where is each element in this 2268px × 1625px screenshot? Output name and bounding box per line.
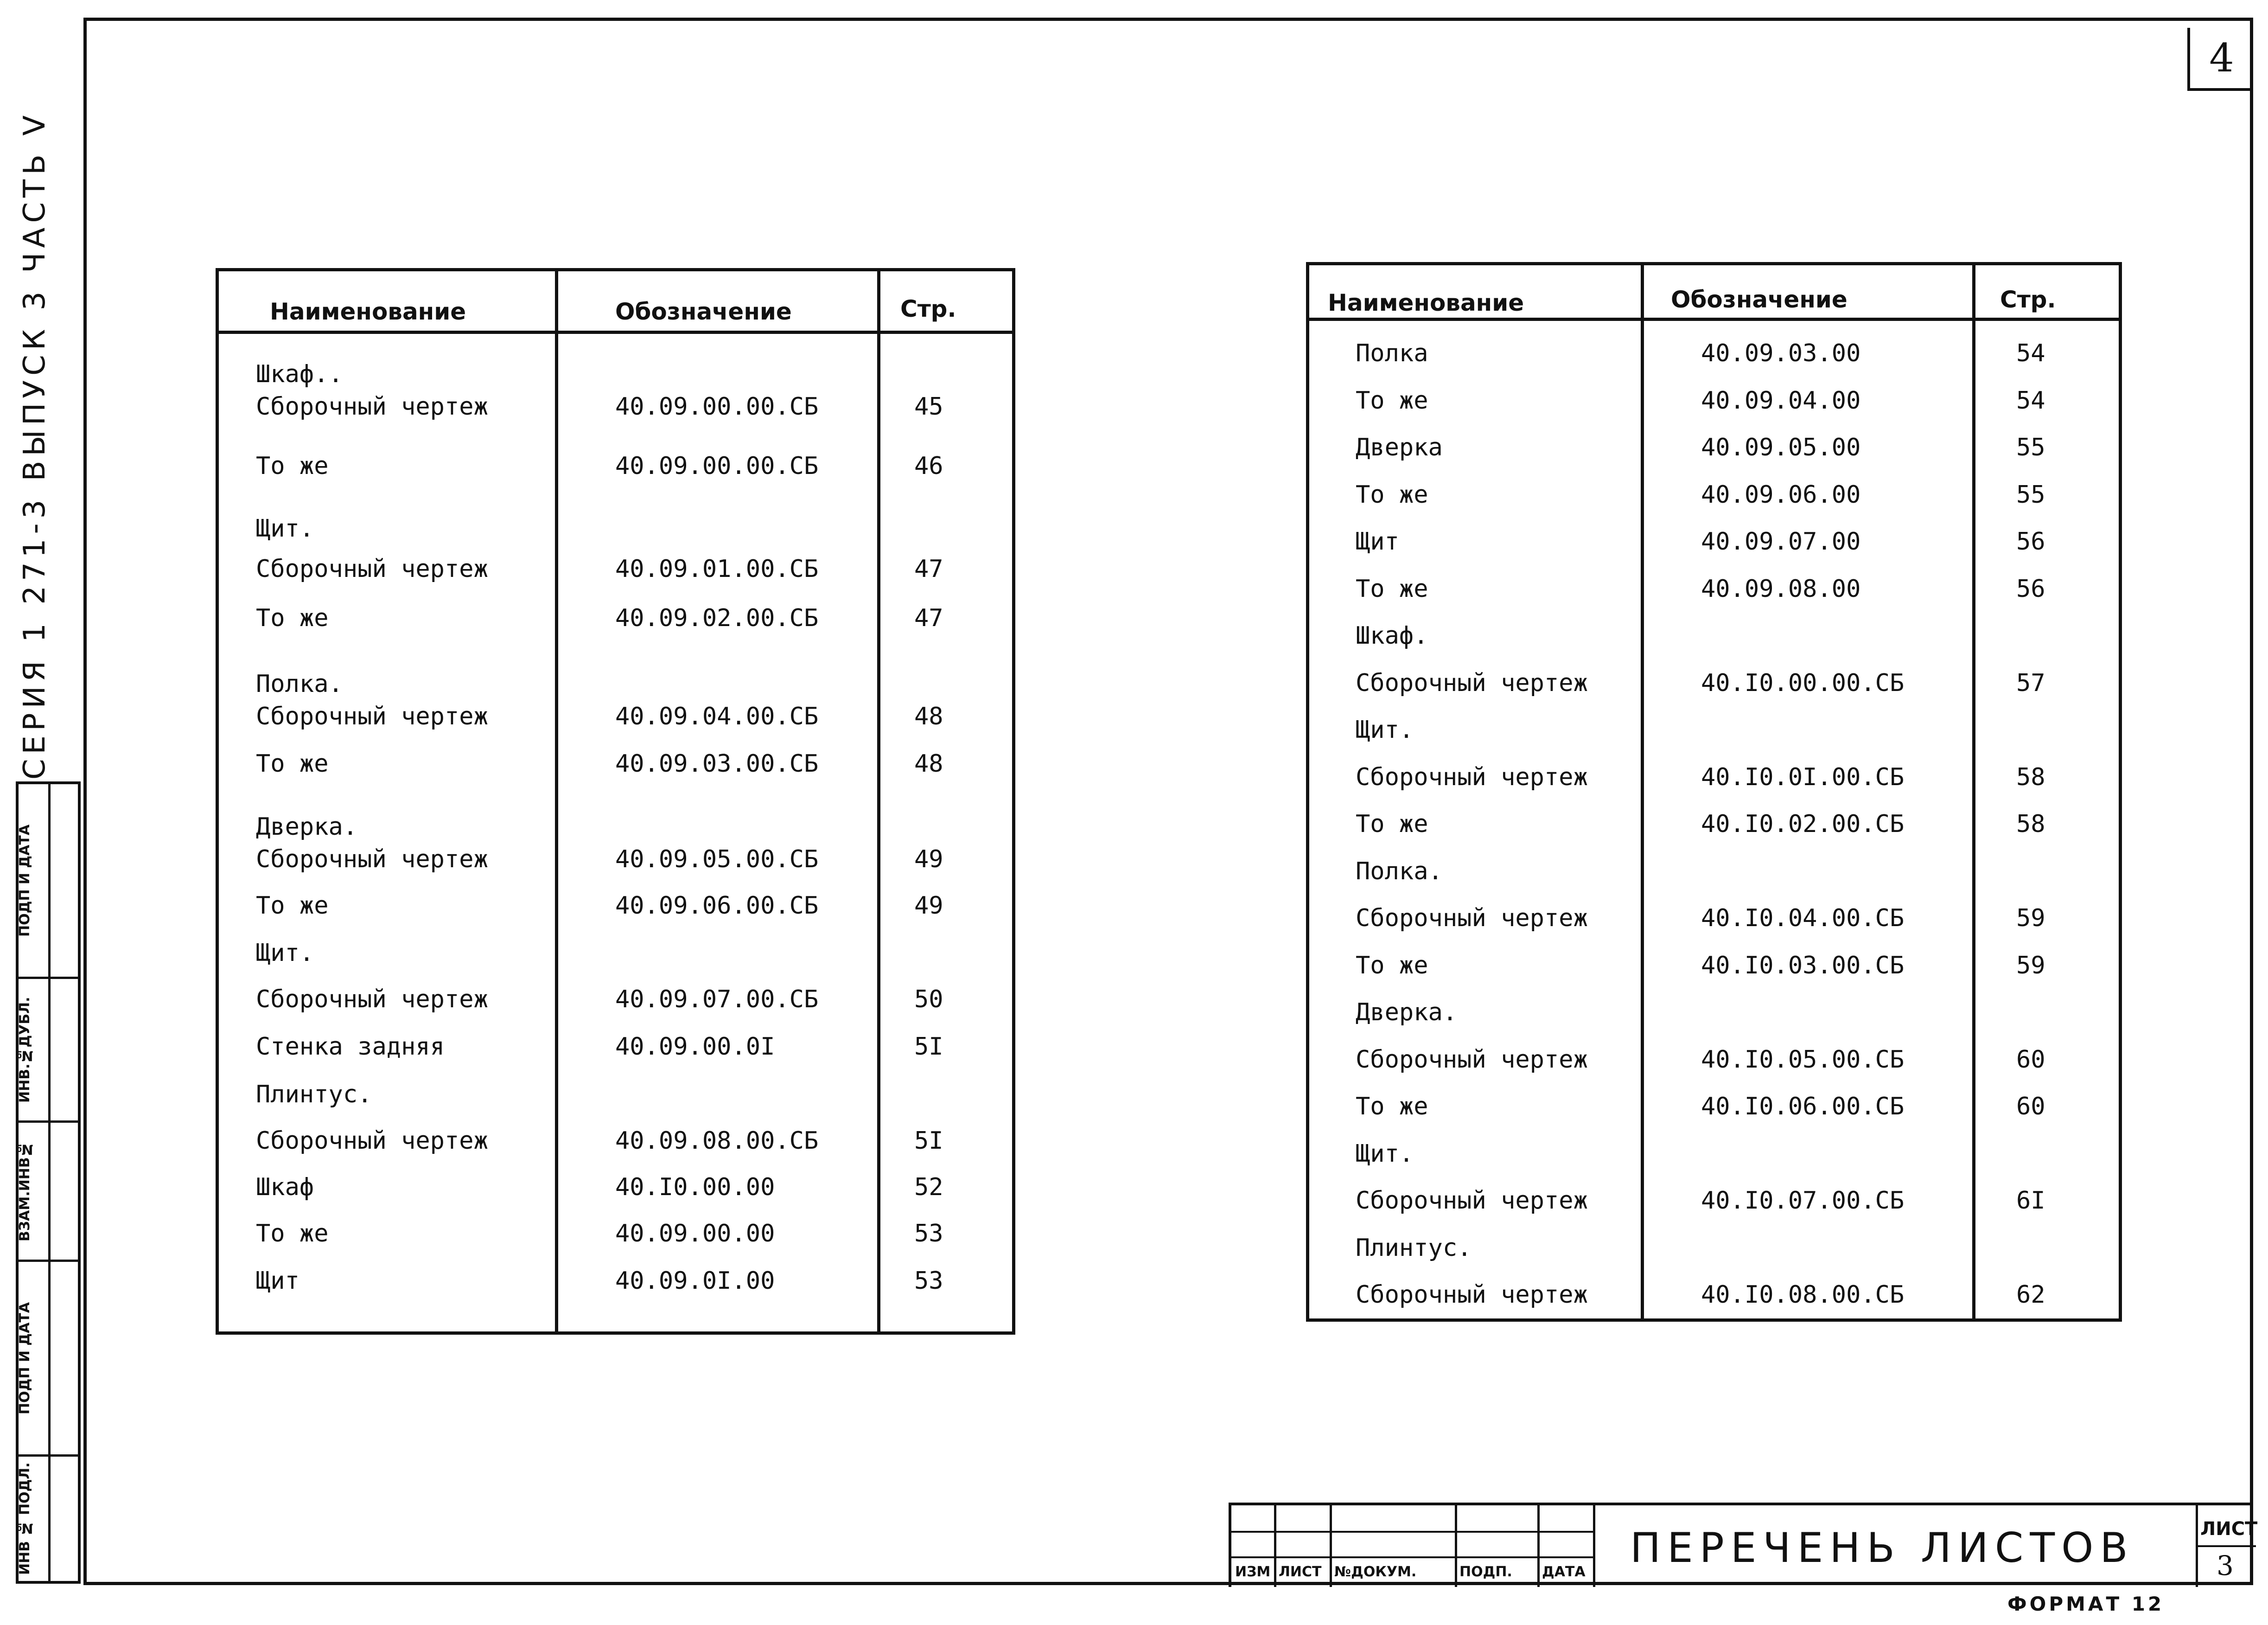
- row-page: 48: [914, 750, 943, 778]
- row-name: Сборочный чертеж: [256, 555, 488, 583]
- table-row: [219, 845, 1012, 892]
- row-name: Сборочный чертеж: [256, 1127, 488, 1155]
- table-row: [1309, 1187, 2119, 1233]
- row-code: 40.09.04.00.СБ: [615, 703, 819, 730]
- table-row: [1309, 716, 2119, 762]
- table-row: [1309, 857, 2119, 904]
- row-name: Щит: [1356, 528, 1399, 556]
- table-row: [1309, 339, 2119, 386]
- row-name: Сборочный чертеж: [256, 985, 488, 1013]
- table-row: [219, 555, 1012, 601]
- row-name: То же: [1356, 386, 1428, 415]
- stamp-label: ИНВ № ПОДЛ.: [17, 1462, 33, 1575]
- row-name: Сборочный чертеж: [1356, 763, 1588, 791]
- table-row: [1309, 481, 2119, 527]
- title-block-divider: [1274, 1505, 1276, 1587]
- stamp-label: ИНВ.№ДУБЛ.: [17, 997, 33, 1103]
- row-name: Полка.: [1356, 857, 1443, 885]
- table-row: [1309, 1093, 2119, 1139]
- row-code: 40.09.00.0I: [615, 1033, 775, 1061]
- row-code: 40.I0.00.00.СБ: [1701, 669, 1905, 697]
- row-name: Сборочный чертеж: [1356, 1045, 1588, 1074]
- table-row: [219, 750, 1012, 796]
- table-row: [219, 1220, 1012, 1266]
- row-code: 40.I0.07.00.СБ: [1701, 1187, 1905, 1215]
- title-block-line: [2196, 1545, 2256, 1547]
- title-block-divider: [1455, 1505, 1457, 1587]
- row-name: То же: [256, 452, 329, 480]
- format-label: ФОРМАТ 12: [2007, 1593, 2165, 1615]
- row-name: То же: [256, 750, 329, 778]
- table-row: [219, 703, 1012, 749]
- row-name: Щит.: [1356, 716, 1414, 744]
- table-row: [219, 1127, 1012, 1173]
- row-page: 6I: [2016, 1187, 2045, 1215]
- stamp-cell: [19, 1262, 78, 1457]
- row-name: Дверка: [1356, 434, 1443, 461]
- table-row: [1309, 810, 2119, 857]
- row-page: 56: [2016, 575, 2045, 603]
- row-code: 40.09.05.00: [1701, 434, 1861, 461]
- row-page: 57: [2016, 669, 2045, 697]
- row-code: 40.09.04.00: [1701, 386, 1861, 415]
- row-code: 40.I0.08.00.СБ: [1701, 1281, 1905, 1309]
- row-code: 40.09.00.00.СБ: [615, 393, 819, 421]
- row-name: Сборочный чертеж: [1356, 904, 1588, 932]
- row-page: 45: [914, 393, 943, 421]
- row-page: 47: [914, 604, 943, 632]
- row-page: 59: [2016, 951, 2045, 979]
- row-page: 55: [2016, 434, 2045, 461]
- title-block-divider: [1537, 1505, 1540, 1587]
- table-header: [219, 271, 1012, 334]
- table-row: [1309, 998, 2119, 1045]
- table-row: [1309, 528, 2119, 574]
- row-code: 40.09.00.00: [615, 1220, 775, 1248]
- table-row: [1309, 1140, 2119, 1186]
- table-row: [219, 1267, 1012, 1313]
- stamp-cell: [19, 979, 78, 1123]
- row-page: 54: [2016, 386, 2045, 415]
- row-code: 40.09.06.00.СБ: [615, 892, 819, 920]
- right-sheet-list-table: [1306, 262, 2122, 1322]
- row-name: Сборочный чертеж: [256, 845, 488, 873]
- table-row: [219, 939, 1012, 985]
- row-code: 40.I0.02.00.СБ: [1701, 810, 1905, 838]
- table-row: [219, 1033, 1012, 1079]
- row-code: 40.09.07.00: [1701, 528, 1861, 556]
- row-code: 40.09.00.00.СБ: [615, 452, 819, 480]
- stamp-label: ВЗАМ.ИНВ№: [17, 1141, 33, 1241]
- row-code: 40.09.0I.00: [615, 1267, 775, 1295]
- row-name: Дверка.: [1356, 998, 1458, 1026]
- stamp-cell: [19, 1457, 78, 1581]
- row-name: Сборочный чертеж: [1356, 669, 1588, 697]
- header-page: Стр.: [900, 295, 956, 322]
- row-code: 40.09.08.00.СБ: [615, 1127, 819, 1155]
- table-row: [1309, 1234, 2119, 1280]
- row-name: Шкаф..: [256, 360, 343, 388]
- row-page: 52: [914, 1173, 943, 1201]
- row-page: 47: [914, 555, 943, 583]
- row-name: Дверка.: [256, 813, 358, 841]
- document-title: ПЕРЕЧЕНЬ ЛИСТОВ: [1630, 1524, 2134, 1572]
- row-page: 53: [914, 1267, 943, 1295]
- row-name: Плинтус.: [256, 1081, 372, 1108]
- table-row: [219, 452, 1012, 499]
- col-label-sheet: ЛИСТ: [1279, 1564, 1322, 1580]
- table-row: [1309, 1046, 2119, 1092]
- col-label-document: №ДОКУМ.: [1334, 1564, 1417, 1580]
- row-name: То же: [1356, 951, 1428, 979]
- row-page: 59: [2016, 904, 2045, 932]
- row-page: 53: [914, 1220, 943, 1248]
- row-page: 49: [914, 892, 943, 920]
- row-code: 40.09.08.00: [1701, 575, 1861, 603]
- row-code: 40.09.06.00: [1701, 480, 1861, 509]
- sheet-number: 3: [2217, 1550, 2234, 1581]
- table-row: [1309, 669, 2119, 716]
- row-page: 60: [2016, 1093, 2045, 1120]
- row-name: Щит.: [256, 939, 314, 967]
- stamp-cell: [19, 1123, 78, 1262]
- table-row: [219, 892, 1012, 938]
- row-page: 54: [2016, 339, 2045, 367]
- table-row: [1309, 387, 2119, 433]
- row-name: То же: [1356, 480, 1428, 509]
- table-row: [1309, 763, 2119, 810]
- row-page: 60: [2016, 1045, 2045, 1074]
- row-page: 55: [2016, 480, 2045, 509]
- header-page: Стр.: [2000, 286, 2056, 313]
- row-page: 48: [914, 703, 943, 730]
- row-page: 46: [914, 452, 943, 480]
- row-code: 40.I0.04.00.СБ: [1701, 904, 1905, 932]
- header-name: Наименование: [270, 298, 466, 325]
- row-code: 40.09.02.00.СБ: [615, 604, 819, 632]
- row-code: 40.09.07.00.СБ: [615, 985, 819, 1013]
- row-name: Полка.: [256, 670, 343, 698]
- title-block: [1229, 1503, 2258, 1587]
- row-code: 40.I0.06.00.СБ: [1701, 1093, 1905, 1120]
- row-code: 40.09.05.00.СБ: [615, 845, 819, 873]
- sheet-label: ЛИСТ: [2200, 1518, 2258, 1540]
- row-code: 40.09.03.00.СБ: [615, 750, 819, 778]
- row-page: 50: [914, 985, 943, 1013]
- row-page: 49: [914, 845, 943, 873]
- row-page: 5I: [914, 1127, 943, 1155]
- table-row: [219, 985, 1012, 1032]
- table-row: [1309, 1281, 2119, 1327]
- table-row: [1309, 952, 2119, 998]
- left-stamp: [16, 781, 81, 1584]
- row-name: Щит.: [256, 515, 314, 543]
- table-row: [219, 1173, 1012, 1220]
- table-row: [1309, 434, 2119, 480]
- row-name: Сборочный чертеж: [1356, 1281, 1588, 1309]
- series-caption: СЕРИЯ 1 271-3 ВЫПУСК 3 ЧАСТЬ V: [18, 110, 52, 780]
- row-name: Щит: [256, 1267, 299, 1295]
- header-name: Наименование: [1328, 289, 1524, 316]
- row-page: 56: [2016, 528, 2045, 556]
- table-row: [1309, 904, 2119, 951]
- row-name: Плинтус.: [1356, 1234, 1472, 1262]
- row-name: Полка: [1356, 339, 1428, 367]
- stamp-label: ПОДП И ДАТА: [17, 824, 33, 937]
- row-name: Шкаф.: [1356, 622, 1428, 650]
- stamp-cell: [19, 784, 78, 979]
- row-name: То же: [1356, 1093, 1428, 1120]
- row-name: Сборочный чертеж: [1356, 1187, 1588, 1215]
- row-page: 62: [2016, 1281, 2045, 1309]
- row-name: То же: [256, 1220, 329, 1248]
- row-name: То же: [1356, 575, 1428, 603]
- header-code: Обозначение: [1671, 286, 1848, 313]
- row-name: Щит.: [1356, 1139, 1414, 1168]
- table-row: [1309, 575, 2119, 621]
- row-code: 40.I0.00.00: [615, 1173, 775, 1201]
- col-label-date: ДАТА: [1542, 1564, 1586, 1580]
- table-row: [219, 515, 1012, 561]
- row-code: 40.I0.05.00.СБ: [1701, 1045, 1905, 1074]
- row-code: 40.I0.03.00.СБ: [1701, 951, 1905, 979]
- row-name: То же: [1356, 810, 1428, 838]
- row-name: То же: [256, 604, 329, 632]
- row-name: Стенка задняя: [256, 1033, 445, 1061]
- col-label-change: ИЗМ: [1235, 1564, 1271, 1580]
- row-name: Сборочный чертеж: [256, 703, 488, 730]
- row-page: 58: [2016, 763, 2045, 791]
- col-label-signature: ПОДП.: [1459, 1564, 1512, 1580]
- row-name: Шкаф: [256, 1173, 314, 1201]
- row-page: 5I: [914, 1033, 943, 1061]
- table-row: [219, 393, 1012, 439]
- title-block-divider: [1330, 1505, 1332, 1587]
- row-name: То же: [256, 892, 329, 920]
- table-row: [219, 604, 1012, 651]
- left-sheet-list-table: [216, 268, 1015, 1335]
- title-block-divider: [1593, 1505, 1595, 1587]
- header-code: Обозначение: [615, 298, 792, 325]
- table-row: [219, 1081, 1012, 1127]
- row-name: Сборочный чертеж: [256, 393, 488, 421]
- row-code: 40.I0.0I.00.СБ: [1701, 763, 1905, 791]
- corner-sheet-number: 4: [2187, 28, 2253, 91]
- row-page: 58: [2016, 810, 2045, 838]
- row-code: 40.09.01.00.СБ: [615, 555, 819, 583]
- row-code: 40.09.03.00: [1701, 339, 1861, 367]
- stamp-label: ПОДП И ДАТА: [17, 1302, 33, 1414]
- table-header: [1309, 265, 2119, 321]
- table-row: [1309, 622, 2119, 668]
